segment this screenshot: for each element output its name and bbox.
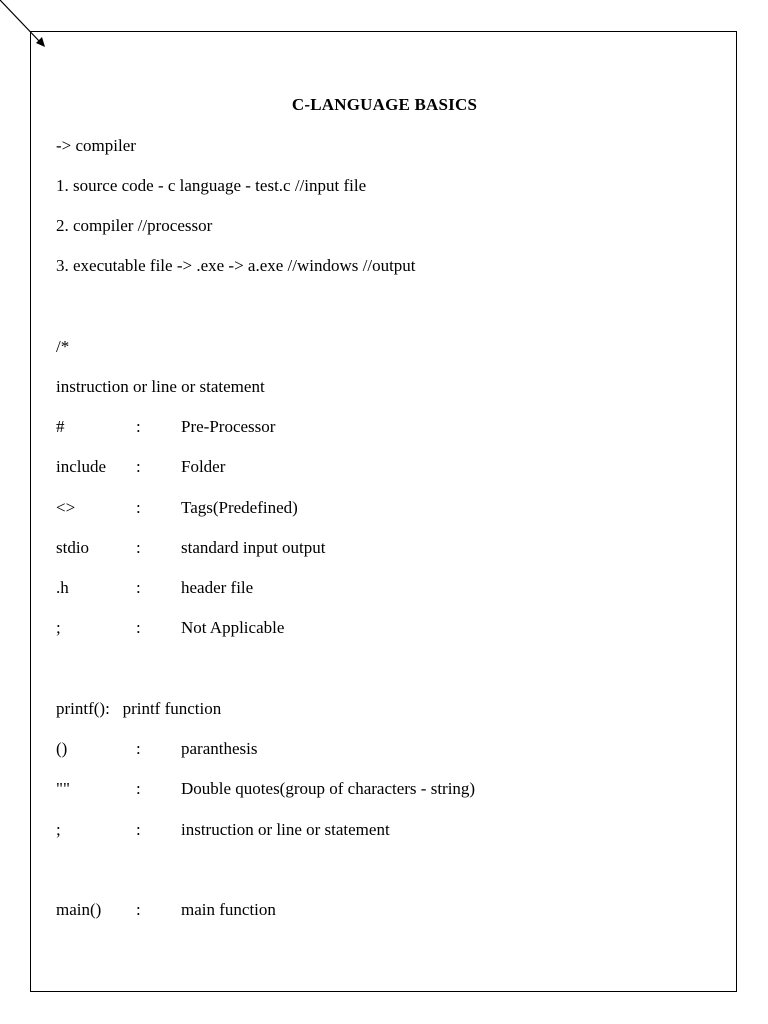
- glossary-row: [56, 577, 716, 599]
- glossary-term: <>: [56, 498, 76, 517]
- glossary-separator: :: [136, 538, 141, 557]
- glossary-term: stdio: [56, 538, 90, 557]
- glossary-separator: :: [136, 457, 141, 476]
- glossary-description: Double quotes(group of characters - string): [181, 779, 476, 798]
- glossary-term: include: [56, 457, 107, 476]
- glossary-description: paranthesis: [181, 739, 258, 758]
- glossary-description: header file: [181, 578, 254, 597]
- compiler-heading: -> compiler: [56, 136, 136, 155]
- document-title: C-LANGUAGE BASICS: [291, 95, 478, 114]
- glossary-description: standard input output: [181, 538, 326, 557]
- glossary-term: (): [56, 739, 68, 758]
- glossary-description: Not Applicable: [181, 618, 285, 637]
- glossary-separator: :: [136, 779, 141, 798]
- glossary-term: .h: [56, 578, 69, 597]
- step-source-code: 1. source code - c language - test.c //input file: [56, 176, 367, 195]
- glossary-row: [56, 456, 716, 478]
- glossary-row: [56, 416, 716, 438]
- printf-line: printf(): printf function: [56, 699, 222, 718]
- glossary-row: [56, 738, 716, 760]
- glossary-separator: :: [136, 739, 141, 758]
- glossary-term: ;: [56, 820, 61, 839]
- glossary-description: instruction or line or statement: [181, 820, 390, 839]
- glossary-term: main(): [56, 900, 102, 919]
- glossary-separator: :: [136, 618, 141, 637]
- glossary-term: "": [56, 779, 70, 798]
- glossary-row: [56, 819, 716, 841]
- glossary-separator: :: [136, 578, 141, 597]
- glossary-separator: :: [136, 900, 141, 919]
- glossary-separator: :: [136, 498, 141, 517]
- glossary-separator: :: [136, 820, 141, 839]
- glossary-separator: :: [136, 417, 141, 436]
- glossary-row: [56, 617, 716, 639]
- glossary-row-main: [56, 899, 716, 921]
- glossary-row: [56, 497, 716, 519]
- step-compiler: 2. compiler //processor: [56, 216, 213, 235]
- comment-open: /*: [56, 337, 70, 356]
- glossary-row: [56, 537, 716, 559]
- glossary-term: ;: [56, 618, 61, 637]
- glossary-description: main function: [181, 900, 276, 919]
- instruction-line: instruction or line or statement: [56, 377, 265, 396]
- glossary-description: Folder: [181, 457, 226, 476]
- glossary-description: Tags(Predefined): [181, 498, 298, 517]
- document-page: [30, 31, 737, 992]
- glossary-row: [56, 778, 716, 800]
- glossary-description: Pre-Processor: [181, 417, 276, 436]
- step-executable: 3. executable file -> .exe -> a.exe //windows //output: [56, 256, 416, 275]
- glossary-term: #: [56, 417, 65, 436]
